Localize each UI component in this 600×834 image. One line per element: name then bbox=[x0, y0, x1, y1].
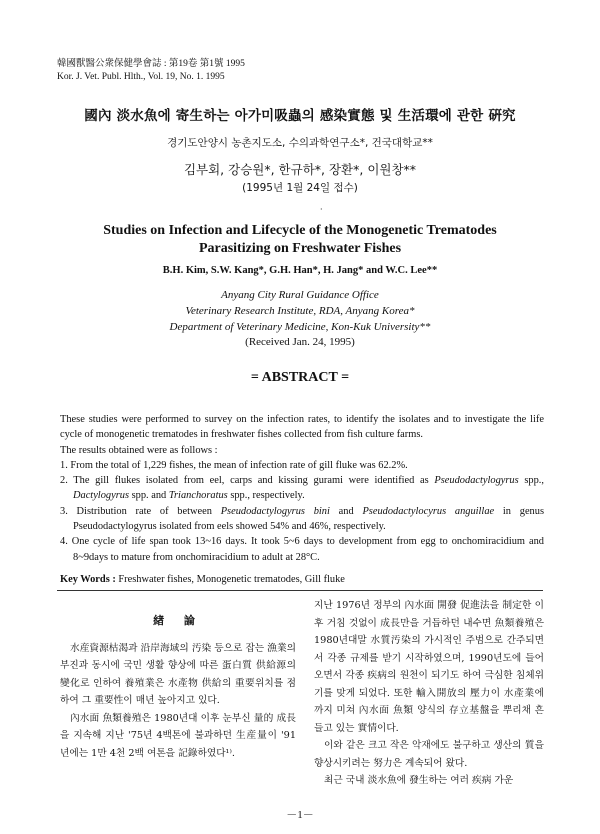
korean-title: 國內 淡水魚에 寄生하는 아가미吸蟲의 感染實態 및 生活環에 관한 硏究 bbox=[84, 108, 516, 124]
journal-line-english: Kor. J. Vet. Publ. Hlth., Vol. 19, No. 1. 1995 bbox=[57, 72, 225, 82]
decorative-dot: · bbox=[320, 205, 323, 214]
introduction-heading: 緖 論 bbox=[153, 614, 203, 627]
intro-paragraph-1: 水産資源枯渴과 沿岸海域의 汚染 등으로 잡는 漁業의 부진과 동시에 국민 생활 향상에 따른 蛋白質 供給源의 變化로 인하여 養殖業은 水產物 供給의 重要위치를 점하여 그 重要性이 매년 높아지고 있다. bbox=[60, 642, 296, 706]
abstract-item-3: 3. Distribution rate of between Pseudodactylogyrus bini and Pseudodactylocyrus anguillae in genus Pseudodactylogyrus isolated from eels showed 54% and 46%, respectively. bbox=[60, 505, 544, 533]
key-words-text: Freshwater fishes, Monogenetic trematodes, Gill fluke bbox=[118, 574, 345, 585]
genus-pseudodactylogyrus: Pseudodactylogyrus bbox=[434, 475, 519, 487]
affiliation-line1: Anyang City Rural Guidance Office bbox=[221, 289, 379, 301]
abstract-intro: These studies were performed to survey on the infection rates, to identify the isolates and to investigate the life cycle of monogenetic trematodes in freshwater fishes collected from fish culture farms. bbox=[60, 414, 544, 441]
affiliation-line2: Veterinary Research Institute, RDA, Anyang Korea* bbox=[185, 305, 415, 317]
intro-paragraph-3: 지난 1976년 정부의 內水面 開發 促進法을 制定한 이후 거침 것없이 成長만을 거듭하던 내수면 魚類養殖은 1980년대말 水質汚染의 가시적인 주범으로 간주되면서 각종 규제를 받기 시작하였으며, 1990년도에 들어오면서 각종 疾病의 원천이 되기도 하여 극심한 침체위기를 맞게 되었다. 또한 輸入開放의 壓力이 水產業에까지 미쳐 內水面 魚類 양식의 存立基盤을 뿌리채 흔들고 있는 實情이다. bbox=[314, 600, 544, 734]
key-words-label: Key Words : bbox=[60, 574, 119, 585]
korean-affiliation: 경기도안양시 농촌지도소, 수의과학연구소*, 건국대학교** bbox=[167, 137, 433, 149]
section-divider bbox=[57, 590, 543, 591]
english-affiliations bbox=[0, 287, 600, 335]
abstract-item-1: 1. From the total of 1,229 fishes, the mean of infection rate of gill fluke was 62.2%. bbox=[60, 459, 408, 471]
abstract-body bbox=[60, 412, 544, 565]
key-words bbox=[60, 574, 345, 585]
intro-paragraph-4: 이와 같은 크고 작은 악재에도 불구하고 생산의 質을 향상시키려는 努力은 계속되어 왔다. bbox=[314, 740, 544, 769]
intro-paragraph-2: 內水面 魚類養殖은 1980년대 이후 눈부신 量的 成長을 지속해 지난 '75년 4백톤에 불과하던 生産量이 '91년에는 1만 4천 2백 여톤을 記錄하였다¹⁾. bbox=[60, 712, 296, 759]
korean-authors: 김부회, 강승원*, 한규하*, 장환*, 이원창** bbox=[183, 162, 417, 177]
abstract-heading: = ABSTRACT = bbox=[250, 370, 350, 385]
english-title bbox=[0, 222, 600, 258]
affiliation-line3: Department of Veterinary Medicine, Kon-Kuk University** bbox=[169, 321, 431, 333]
abstract-results-lead: The results obtained were as follows : bbox=[60, 444, 218, 456]
species-p-anguillae: Pseudodactylocyrus anguillae bbox=[362, 505, 495, 517]
journal-header bbox=[57, 58, 245, 84]
page-number: －1－ bbox=[286, 809, 314, 821]
korean-received-date: (1995년 1월 24일 접수) bbox=[242, 182, 358, 194]
english-authors: B.H. Kim, S.W. Kang*, G.H. Han*, H. Jang* and W.C. Lee** bbox=[162, 265, 438, 276]
genus-trianchoratus: Trianchoratus bbox=[168, 490, 228, 502]
species-p-bini: Pseudodactylogyrus bini bbox=[220, 505, 330, 517]
english-title-line2: Parasitizing on Freshwater Fishes bbox=[198, 241, 402, 256]
english-title-line1: Studies on Infection and Lifecycle of the Monogenetic Trematodes bbox=[103, 223, 497, 238]
genus-dactylogyrus: Dactylogyrus bbox=[73, 490, 129, 502]
intro-paragraph-5: 최근 국내 淡水魚에 發生하는 여러 疾病 가운 bbox=[324, 775, 514, 786]
journal-line-korean: 韓國獸醫公衆保健學會誌 : 第19卷 第1號 1995 bbox=[57, 59, 245, 69]
english-received-date: (Received Jan. 24, 1995) bbox=[245, 336, 355, 348]
right-column bbox=[314, 597, 544, 790]
abstract-item-4: 4. One cycle of life span took 13~16 days. It took 5~6 days to development from egg to onchomiracidium and 8~9days to mature from onchomiracidium to adult at 28°C. bbox=[60, 536, 544, 563]
abstract-item-2: 2. The gill flukes isolated from eel, carps and kissing gurami were identified as Pseudodactylogyrus spp., Dactylogyrus spp. and Trianchoratus spp., respectively. bbox=[60, 475, 544, 502]
left-column bbox=[60, 612, 296, 762]
